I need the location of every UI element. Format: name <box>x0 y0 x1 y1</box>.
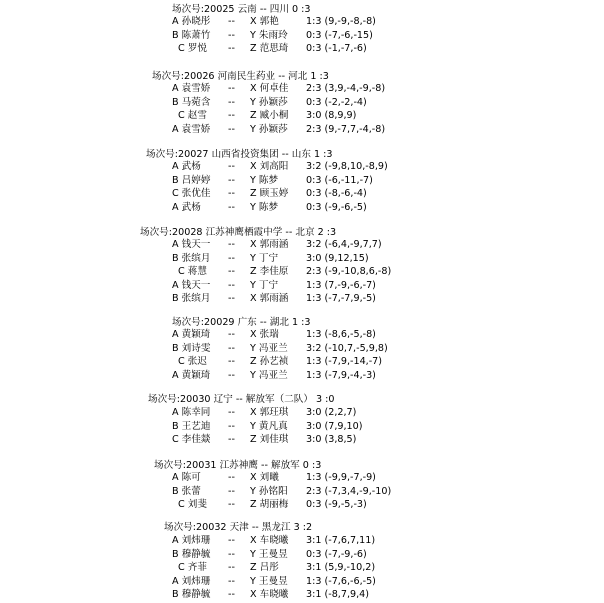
match-header: 场次号:20026 河南民生药业 -- 河北 1 :3 <box>152 71 329 82</box>
game-row <box>0 187 604 201</box>
versus-separator: -- <box>228 110 235 121</box>
player-a: A 黄颖琦 <box>172 329 211 340</box>
versus-separator: -- <box>228 83 235 94</box>
game-row <box>0 369 604 383</box>
game-row <box>0 420 604 434</box>
game-score: 1:3 (9,-9,-8,-8) <box>306 16 376 27</box>
game-row <box>0 265 604 279</box>
game-score: 0:3 (-9,-6,-5) <box>306 201 367 213</box>
game-score: 1:3 (-7,9,-14,-7) <box>306 356 383 367</box>
match-header: 场次号:20032 天津 -- 黑龙江 3 :2 <box>164 522 313 533</box>
versus-separator: -- <box>228 293 235 304</box>
game-score: 0:3 (-6,-11,-7) <box>306 174 373 186</box>
game-score: 1:3 (-7,6,-6,-5) <box>306 575 376 587</box>
game-row <box>0 406 604 420</box>
player-b: Y 黄凡真 <box>250 420 288 432</box>
player-a: B 张蕾 <box>172 485 201 497</box>
game-score: 3:0 (2,2,7) <box>306 407 357 418</box>
game-score: 2:3 (9,-7,7,-4,-8) <box>306 123 386 135</box>
player-b: Z 刘佳琪 <box>250 434 289 445</box>
versus-separator: -- <box>228 252 235 264</box>
versus-separator: -- <box>228 96 235 108</box>
game-score: 0:3 (-7,-9,-6) <box>306 548 367 560</box>
player-a: B 张缤月 <box>172 252 211 264</box>
versus-separator: -- <box>228 239 235 250</box>
game-score: 0:3 (-2,-2,-4) <box>306 96 367 108</box>
game-score: 3:0 (8,9,9) <box>306 110 357 121</box>
game-score: 3:2 (-9,8,10,-8,9) <box>306 161 388 172</box>
game-row <box>0 471 604 485</box>
player-a: A 刘炜珊 <box>172 575 211 587</box>
player-a: A 袁雪娇 <box>172 83 211 94</box>
player-b: X 车晓曦 <box>250 535 289 546</box>
player-b: Y 陈梦 <box>250 201 279 213</box>
game-row <box>0 29 604 43</box>
game-score: 1:3 (7,-9,-6,-7) <box>306 279 376 291</box>
player-b: Y 冯亚兰 <box>250 342 288 354</box>
player-a: A 陈可 <box>172 472 201 483</box>
game-score: 3:2 (-6,4,-9,7,7) <box>306 239 382 250</box>
game-row <box>0 15 604 29</box>
player-b: X 车晓曦 <box>250 589 289 600</box>
game-row <box>0 534 604 548</box>
game-row <box>0 292 604 306</box>
player-a: A 黄颖琦 <box>172 369 211 381</box>
versus-separator: -- <box>228 407 235 418</box>
versus-separator: -- <box>228 485 235 497</box>
match-header: 场次号:20028 江苏神鹰栖霞中学 -- 北京 2 :3 <box>140 227 337 238</box>
versus-separator: -- <box>228 43 235 54</box>
versus-separator: -- <box>228 188 235 199</box>
player-a: C 张迟 <box>178 356 207 367</box>
game-score: 3:1 (-7,6,7,11) <box>306 535 376 546</box>
versus-separator: -- <box>228 16 235 27</box>
versus-separator: -- <box>228 575 235 587</box>
game-score: 3:0 (3,8,5) <box>306 434 357 445</box>
game-row <box>0 42 604 56</box>
versus-separator: -- <box>228 535 235 546</box>
player-a: B 穆静毓 <box>172 589 211 600</box>
player-b: Z 顾玉婷 <box>250 188 289 199</box>
game-row <box>0 548 604 562</box>
player-a: A 孙晓彤 <box>172 16 211 27</box>
player-b: Y 王曼昱 <box>250 575 288 587</box>
player-b: Y 孙铭阳 <box>250 485 288 497</box>
player-a: C 李佳燚 <box>172 434 211 445</box>
player-a: B 吕婷婷 <box>172 174 211 186</box>
game-score: 1:3 (-8,6,-5,-8) <box>306 329 376 340</box>
game-score: 3:2 (-10,7,-5,9,8) <box>306 342 388 354</box>
player-b: X 张瑞 <box>250 329 279 340</box>
player-a: A 钱天一 <box>172 239 211 250</box>
player-b: Z 孙艺祯 <box>250 356 289 367</box>
game-score: 1:3 (-9,9,-7,-9) <box>306 472 376 483</box>
game-score: 2:3 (3,9,-4,-9,-8) <box>306 83 386 94</box>
match-header: 场次号:20031 江苏神鹰 -- 解放军 0 :3 <box>154 460 322 471</box>
game-row <box>0 355 604 369</box>
versus-separator: -- <box>228 123 235 135</box>
game-row <box>0 561 604 575</box>
game-row <box>0 174 604 188</box>
player-a: A 钱天一 <box>172 279 211 291</box>
game-row <box>0 328 604 342</box>
versus-separator: -- <box>228 266 235 277</box>
game-score: 3:1 (5,9,-10,2) <box>306 562 376 573</box>
match-header: 场次号:20027 山西省投资集团 -- 山东 1 :3 <box>146 149 333 160</box>
player-a: B 张缤月 <box>172 293 211 304</box>
player-a: C 齐菲 <box>178 562 207 573</box>
game-score: 2:3 (-9,-10,8,6,-8) <box>306 266 392 277</box>
versus-separator: -- <box>228 201 235 213</box>
game-score: 0:3 (-7,-6,-15) <box>306 29 373 41</box>
versus-separator: -- <box>228 342 235 354</box>
player-b: Y 陈梦 <box>250 174 279 186</box>
game-score: 1:3 (-7,9,-4,-3) <box>306 369 376 381</box>
player-a: A 武杨 <box>172 161 201 172</box>
versus-separator: -- <box>228 562 235 573</box>
game-score: 1:3 (-7,-7,9,-5) <box>306 293 376 304</box>
player-b: X 郭艳 <box>250 16 279 27</box>
game-row <box>0 252 604 266</box>
game-row <box>0 433 604 447</box>
player-b: Y 冯亚兰 <box>250 369 288 381</box>
game-row <box>0 498 604 512</box>
player-b: Z 臧小桐 <box>250 110 289 121</box>
game-score: 0:3 (-9,-5,-3) <box>306 499 367 510</box>
game-row <box>0 485 604 499</box>
player-b: Z 范思琦 <box>250 43 289 54</box>
game-row <box>0 201 604 215</box>
match-header: 场次号:20030 辽宁 -- 解放军（二队） 3 :0 <box>148 394 335 405</box>
versus-separator: -- <box>228 161 235 172</box>
game-score: 2:3 (-7,3,4,-9,-10) <box>306 485 392 497</box>
player-b: Y 王曼昱 <box>250 548 288 560</box>
player-a: C 赵雪 <box>178 110 207 121</box>
player-a: B 王艺迪 <box>172 420 211 432</box>
versus-separator: -- <box>228 589 235 600</box>
player-b: X 何卓佳 <box>250 83 289 94</box>
player-b: X 郭玨琪 <box>250 407 289 418</box>
player-b: X 刘曦 <box>250 472 279 483</box>
versus-separator: -- <box>228 434 235 445</box>
player-a: B 马菀含 <box>172 96 211 108</box>
versus-separator: -- <box>228 369 235 381</box>
versus-separator: -- <box>228 279 235 291</box>
game-row <box>0 279 604 293</box>
player-b: Y 孙颖莎 <box>250 96 288 108</box>
game-row <box>0 160 604 174</box>
player-a: A 武杨 <box>172 201 201 213</box>
versus-separator: -- <box>228 420 235 432</box>
player-b: X 刘高阳 <box>250 161 289 172</box>
match-header: 场次号:20029 广东 -- 湖北 1 :3 <box>172 317 311 328</box>
player-b: Y 孙颖莎 <box>250 123 288 135</box>
game-score: 0:3 (-8,-6,-4) <box>306 188 367 199</box>
player-b: Y 丁宁 <box>250 279 279 291</box>
game-row <box>0 123 604 137</box>
game-row <box>0 96 604 110</box>
versus-separator: -- <box>228 29 235 41</box>
player-b: Z 胡丽梅 <box>250 499 289 510</box>
game-row <box>0 82 604 96</box>
player-b: Y 丁宁 <box>250 252 279 264</box>
player-a: B 陈萧竹 <box>172 29 211 41</box>
game-row <box>0 588 604 602</box>
player-a: C 刘斐 <box>178 499 207 510</box>
game-score: 3:1 (-8,7,9,4) <box>306 589 370 600</box>
game-row <box>0 109 604 123</box>
player-b: X 郭雨涵 <box>250 293 289 304</box>
versus-separator: -- <box>228 499 235 510</box>
player-a: C 罗悦 <box>178 43 207 54</box>
versus-separator: -- <box>228 548 235 560</box>
game-row <box>0 342 604 356</box>
game-score: 3:0 (7,9,10) <box>306 420 363 432</box>
player-a: C 张优佳 <box>172 188 211 199</box>
player-a: A 陈幸同 <box>172 407 211 418</box>
player-a: A 刘炜珊 <box>172 535 211 546</box>
player-b: X 郭雨涵 <box>250 239 289 250</box>
versus-separator: -- <box>228 472 235 483</box>
game-row <box>0 238 604 252</box>
game-row <box>0 575 604 589</box>
versus-separator: -- <box>228 174 235 186</box>
player-b: Z 李佳原 <box>250 266 289 277</box>
player-b: Y 朱雨玲 <box>250 29 288 41</box>
versus-separator: -- <box>228 329 235 340</box>
player-b: Z 吕彤 <box>250 562 279 573</box>
versus-separator: -- <box>228 356 235 367</box>
player-a: C 蒋慧 <box>178 266 207 277</box>
player-a: B 穆静毓 <box>172 548 211 560</box>
game-score: 0:3 (-1,-7,-6) <box>306 43 367 54</box>
player-a: A 袁雪娇 <box>172 123 211 135</box>
match-header: 场次号:20025 云南 -- 四川 0 :3 <box>172 4 311 15</box>
player-a: B 刘诗雯 <box>172 342 211 354</box>
game-score: 3:0 (9,12,15) <box>306 252 369 264</box>
